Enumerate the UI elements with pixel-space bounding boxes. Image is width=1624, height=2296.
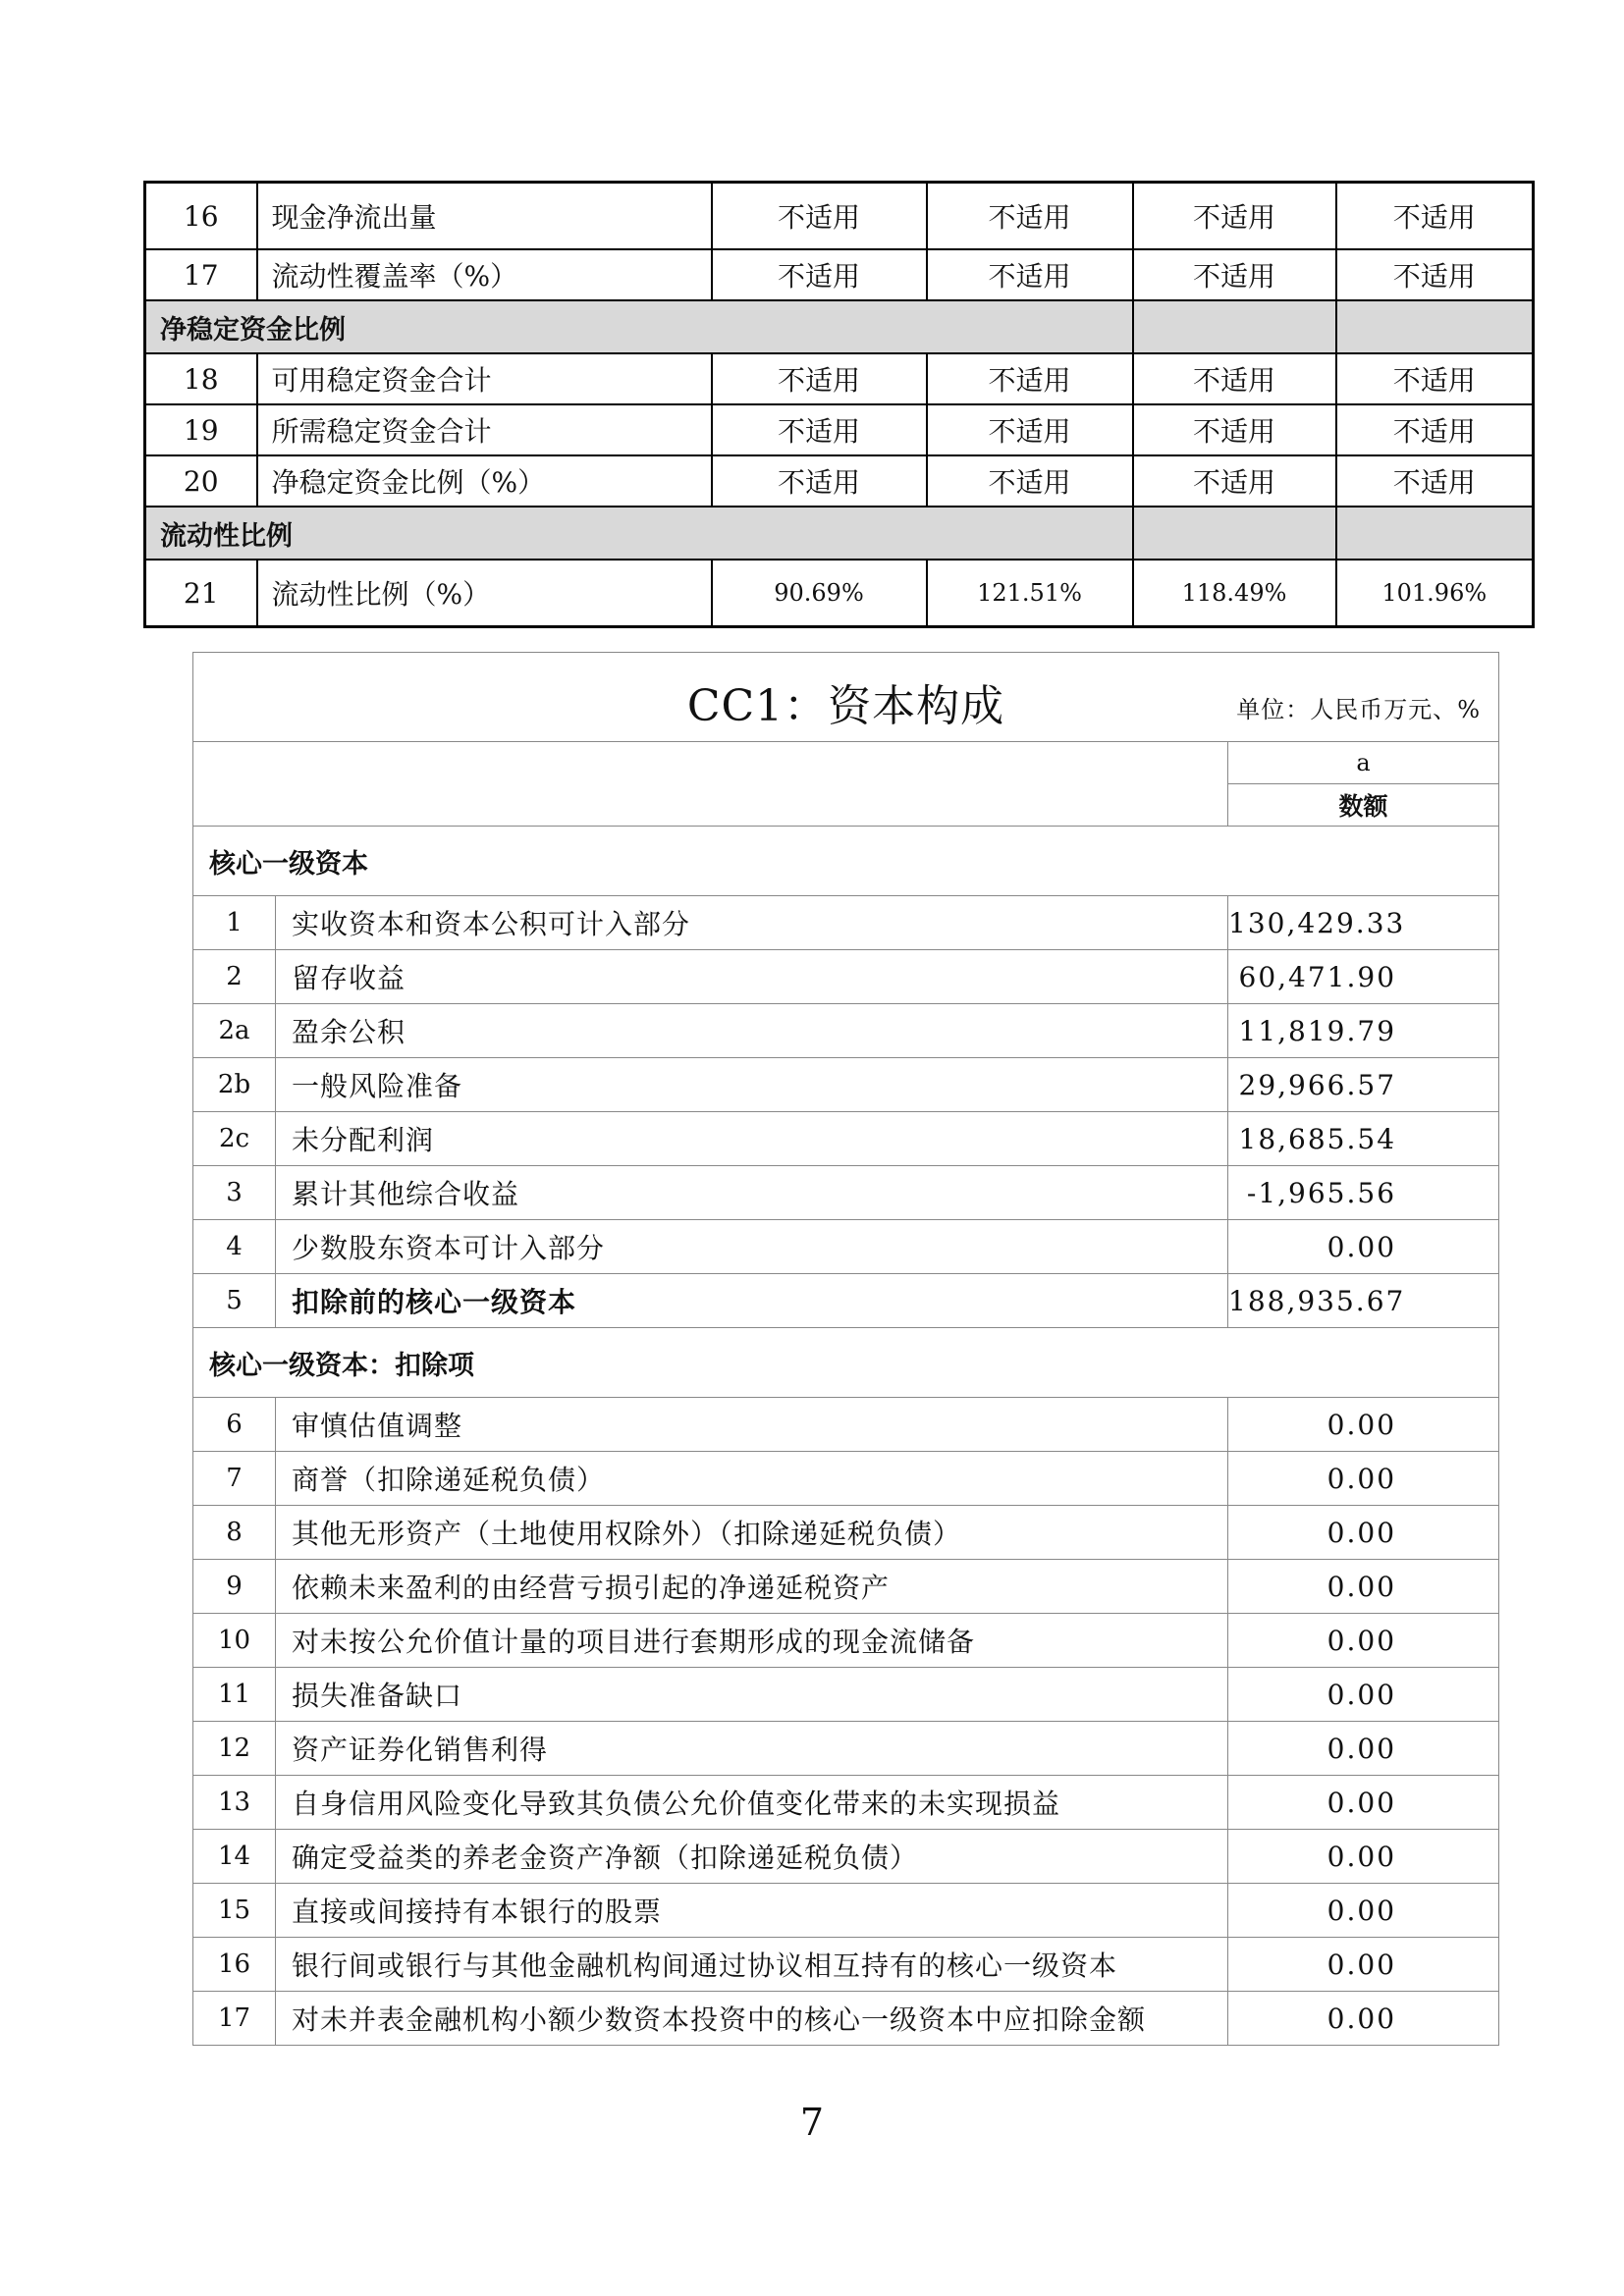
- row-amount: 0.00: [1228, 1722, 1499, 1776]
- row-number: 11: [193, 1668, 276, 1722]
- table-row: [193, 1884, 1499, 1938]
- table-row: [193, 1668, 1499, 1722]
- row-number: 12: [193, 1722, 276, 1776]
- table-row: [193, 1166, 1499, 1220]
- section-header-row: [145, 300, 1534, 353]
- cell-value: 不适用: [1336, 455, 1534, 507]
- table-row: [193, 1004, 1499, 1058]
- cell-value: 不适用: [712, 353, 927, 404]
- row-label: 直接或间接持有本银行的股票: [276, 1884, 1228, 1938]
- row-number: 18: [145, 353, 257, 404]
- row-label: 自身信用风险变化导致其负债公允价值变化带来的未实现损益: [276, 1776, 1228, 1830]
- row-number: 15: [193, 1884, 276, 1938]
- row-number: 3: [193, 1166, 276, 1220]
- cell-value: 不适用: [712, 183, 927, 250]
- cell-value: 不适用: [1133, 455, 1336, 507]
- section2-rows: [193, 1398, 1499, 2046]
- row-label: 实收资本和资本公积可计入部分: [276, 896, 1228, 950]
- table-row: [193, 1220, 1499, 1274]
- column-letter-row: [193, 742, 1499, 784]
- section-header-row: [145, 507, 1534, 560]
- table-row: [145, 353, 1534, 404]
- table-row: [193, 950, 1499, 1004]
- table-row: [145, 560, 1534, 627]
- section1-rows: [193, 896, 1499, 1328]
- row-number: 10: [193, 1614, 276, 1668]
- section-title: 净稳定资金比例: [145, 300, 1133, 353]
- cell-value: 不适用: [1133, 404, 1336, 455]
- table-row: [193, 1452, 1499, 1506]
- row-label: 流动性覆盖率（%）: [257, 249, 712, 300]
- table-row: [193, 1938, 1499, 1992]
- cell-value: 不适用: [1336, 404, 1534, 455]
- table-row: [193, 1112, 1499, 1166]
- row-label: 流动性比例（%）: [257, 560, 712, 627]
- row-number: 2c: [193, 1112, 276, 1166]
- row-label: 留存收益: [276, 950, 1228, 1004]
- row-label: 对未并表金融机构小额少数资本投资中的核心一级资本中应扣除金额: [276, 1992, 1228, 2046]
- page-number: 7: [799, 2101, 825, 2144]
- row-amount: 0.00: [1228, 1938, 1499, 1992]
- row-number: 20: [145, 455, 257, 507]
- section-empty-cell: [1133, 300, 1336, 353]
- row-number: 16: [145, 183, 257, 250]
- section-title: 核心一级资本：扣除项: [193, 1328, 1499, 1398]
- cell-value: 不适用: [1336, 249, 1534, 300]
- table-row: [193, 1776, 1499, 1830]
- row-number: 16: [193, 1938, 276, 1992]
- row-label: 其他无形资产（土地使用权除外）（扣除递延税负债）: [276, 1506, 1228, 1560]
- cell-value: 不适用: [712, 404, 927, 455]
- column-header: 数额: [1228, 784, 1499, 827]
- cell-value: 90.69%: [712, 560, 927, 627]
- table-row: [193, 1398, 1499, 1452]
- row-label: 现金净流出量: [257, 183, 712, 250]
- cell-value: 不适用: [712, 249, 927, 300]
- table-row: [193, 1830, 1499, 1884]
- table-row: [145, 183, 1534, 250]
- section-title: 核心一级资本: [193, 827, 1499, 896]
- row-amount: 188,935.67: [1228, 1274, 1499, 1328]
- cell-value: 不适用: [927, 455, 1133, 507]
- unit-note: 单位：人民币万元、%: [1236, 696, 1482, 723]
- cell-value: 不适用: [927, 249, 1133, 300]
- section-header-row: [193, 827, 1499, 896]
- row-label: 所需稳定资金合计: [257, 404, 712, 455]
- row-number: 14: [193, 1830, 276, 1884]
- section-empty-cell: [1336, 507, 1534, 560]
- table-row: [193, 1992, 1499, 2046]
- cell-value: 118.49%: [1133, 560, 1336, 627]
- row-label: 少数股东资本可计入部分: [276, 1220, 1228, 1274]
- row-number: 8: [193, 1506, 276, 1560]
- row-label: 一般风险准备: [276, 1058, 1228, 1112]
- table-row: [193, 1274, 1499, 1328]
- row-amount: 11,819.79: [1228, 1004, 1499, 1058]
- cell-value: 不适用: [1336, 183, 1534, 250]
- row-label: 可用稳定资金合计: [257, 353, 712, 404]
- row-label: 银行间或银行与其他金融机构间通过协议相互持有的核心一级资本: [276, 1938, 1228, 1992]
- row-amount: 60,471.90: [1228, 950, 1499, 1004]
- column-letter: a: [1228, 742, 1499, 784]
- table-title-row: [193, 653, 1499, 742]
- row-number: 17: [193, 1992, 276, 2046]
- cell-value: 不适用: [1133, 353, 1336, 404]
- row-label: 累计其他综合收益: [276, 1166, 1228, 1220]
- row-label: 审慎估值调整: [276, 1398, 1228, 1452]
- row-label: 对未按公允价值计量的项目进行套期形成的现金流储备: [276, 1614, 1228, 1668]
- row-number: 19: [145, 404, 257, 455]
- header-blank-cell: [193, 742, 1228, 827]
- row-label: 确定受益类的养老金资产净额（扣除递延税负债）: [276, 1830, 1228, 1884]
- row-amount: 0.00: [1228, 1506, 1499, 1560]
- row-number: 1: [193, 896, 276, 950]
- cell-value: 101.96%: [1336, 560, 1534, 627]
- section-empty-cell: [1336, 300, 1534, 353]
- row-number: 5: [193, 1274, 276, 1328]
- row-amount: 0.00: [1228, 1452, 1499, 1506]
- row-number: 17: [145, 249, 257, 300]
- table-row: [193, 896, 1499, 950]
- cell-value: 不适用: [927, 353, 1133, 404]
- row-label: 未分配利润: [276, 1112, 1228, 1166]
- row-amount: -1,965.56: [1228, 1166, 1499, 1220]
- table-row: [193, 1560, 1499, 1614]
- row-amount: 0.00: [1228, 1668, 1499, 1722]
- row-amount: 0.00: [1228, 1884, 1499, 1938]
- row-number: 2b: [193, 1058, 276, 1112]
- cell-value: 不适用: [1133, 183, 1336, 250]
- row-number: 9: [193, 1560, 276, 1614]
- cc1-capital-table: [192, 652, 1499, 2046]
- row-number: 6: [193, 1398, 276, 1452]
- liquidity-table: [143, 181, 1535, 628]
- table-row: [193, 1506, 1499, 1560]
- table-row: [193, 1614, 1499, 1668]
- section-empty-cell: [1133, 507, 1336, 560]
- row-amount: 0.00: [1228, 1830, 1499, 1884]
- cell-value: 不适用: [927, 183, 1133, 250]
- table-row: [193, 1722, 1499, 1776]
- row-amount: 0.00: [1228, 1614, 1499, 1668]
- cell-value: 不适用: [712, 455, 927, 507]
- row-amount: 0.00: [1228, 1398, 1499, 1452]
- row-number: 13: [193, 1776, 276, 1830]
- row-amount: 29,966.57: [1228, 1058, 1499, 1112]
- row-amount: 0.00: [1228, 1220, 1499, 1274]
- row-label: 资产证券化销售利得: [276, 1722, 1228, 1776]
- cell-value: 不适用: [927, 404, 1133, 455]
- row-number: 2a: [193, 1004, 276, 1058]
- row-label: 损失准备缺口: [276, 1668, 1228, 1722]
- row-number: 21: [145, 560, 257, 627]
- table-row: [145, 455, 1534, 507]
- row-amount: 18,685.54: [1228, 1112, 1499, 1166]
- row-amount: 0.00: [1228, 1992, 1499, 2046]
- table-row: [145, 404, 1534, 455]
- row-amount: 0.00: [1228, 1776, 1499, 1830]
- section-header-row: [193, 1328, 1499, 1398]
- row-label: 盈余公积: [276, 1004, 1228, 1058]
- table-row: [145, 249, 1534, 300]
- cell-value: 121.51%: [927, 560, 1133, 627]
- row-label: 商誉（扣除递延税负债）: [276, 1452, 1228, 1506]
- row-number: 7: [193, 1452, 276, 1506]
- row-label: 依赖未来盈利的由经营亏损引起的净递延税资产: [276, 1560, 1228, 1614]
- cell-value: 不适用: [1336, 353, 1534, 404]
- row-label: 扣除前的核心一级资本: [276, 1274, 1228, 1328]
- row-number: 4: [193, 1220, 276, 1274]
- table-title: CC1：资本构成: [686, 681, 1005, 731]
- section-title: 流动性比例: [145, 507, 1133, 560]
- table-title-cell: [193, 653, 1499, 742]
- row-amount: 130,429.33: [1228, 896, 1499, 950]
- cell-value: 不适用: [1133, 249, 1336, 300]
- row-amount: 0.00: [1228, 1560, 1499, 1614]
- row-label: 净稳定资金比例（%）: [257, 455, 712, 507]
- row-number: 2: [193, 950, 276, 1004]
- table-row: [193, 1058, 1499, 1112]
